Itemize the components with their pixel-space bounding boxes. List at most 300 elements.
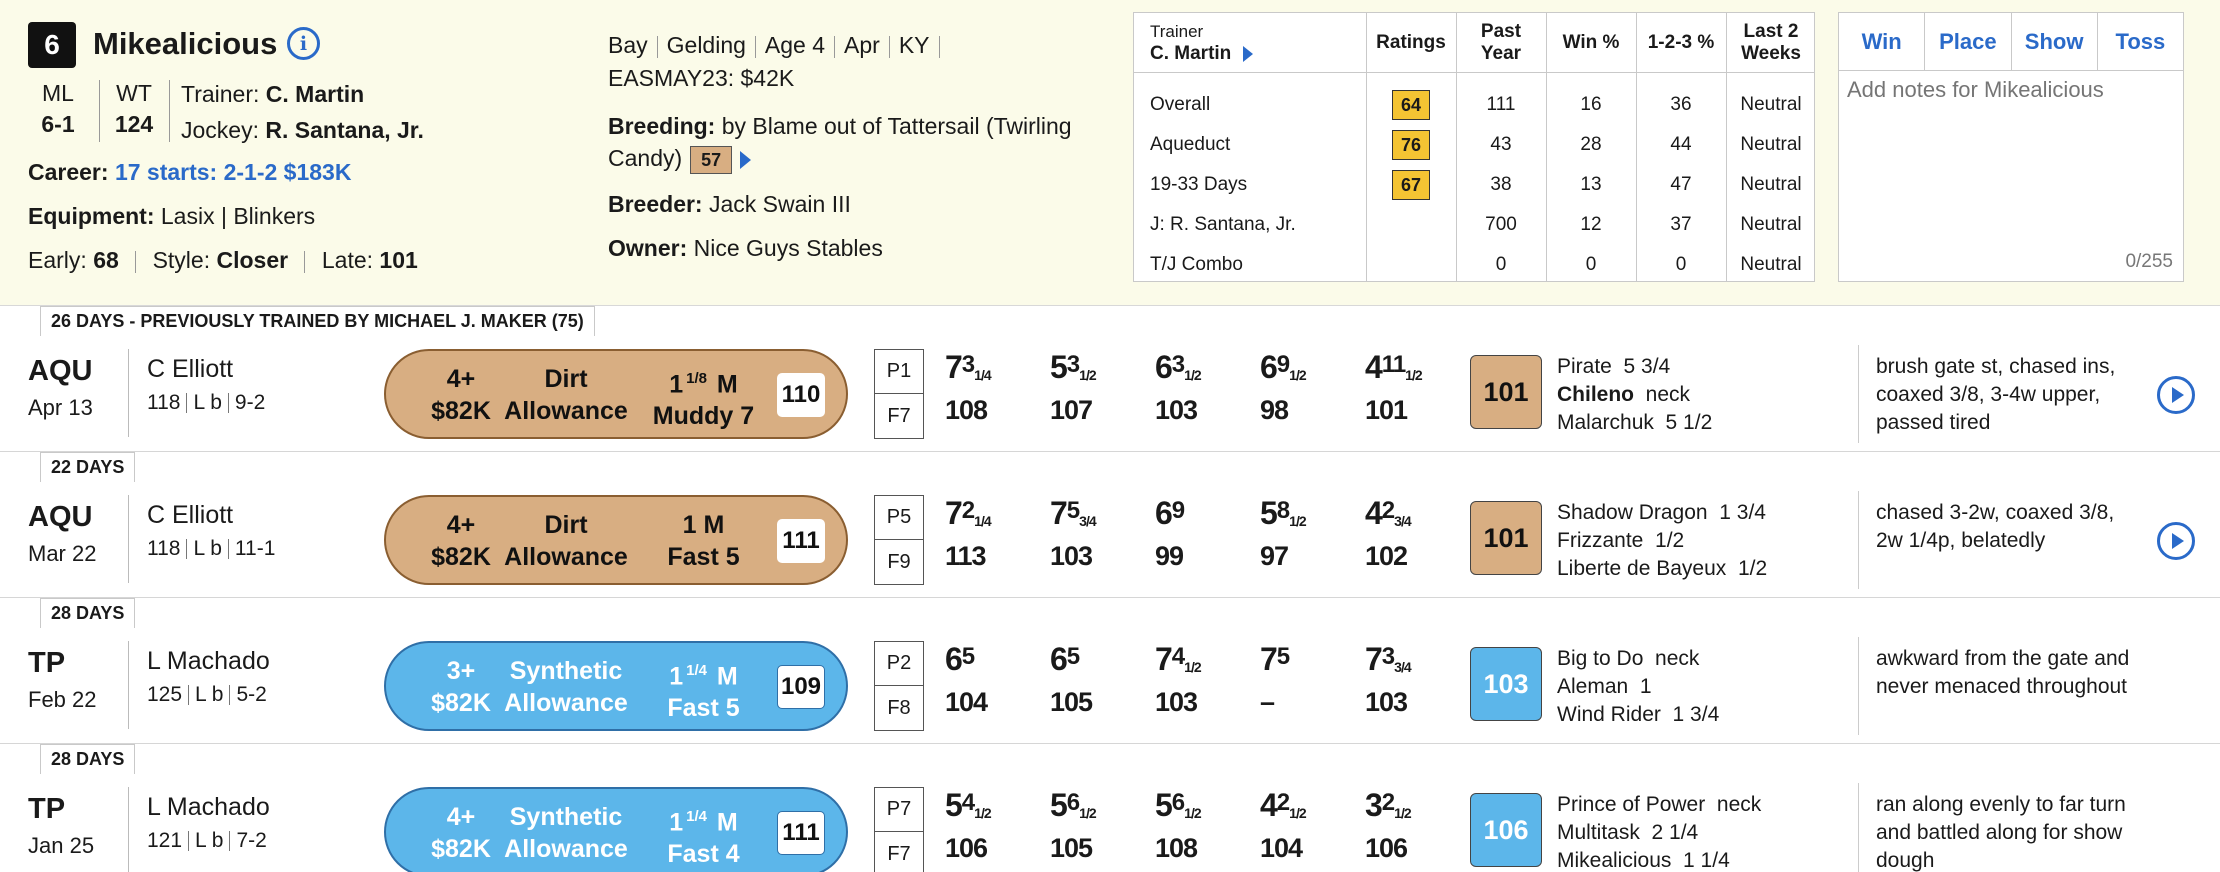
call-lengths: 9 — [1276, 351, 1290, 378]
days-since-label: 26 DAYS - PREVIOUSLY TRAINED BY MICHAEL J. MAKER (75) — [40, 306, 595, 336]
finisher-name: Multitask — [1557, 821, 1640, 844]
call-beyer: 99 — [1155, 541, 1184, 571]
race-class-pill[interactable] — [384, 787, 848, 872]
call-beyer: 108 — [945, 395, 988, 425]
style-label: Style: — [152, 247, 211, 273]
row-label: 19-33 Days — [1150, 174, 1248, 195]
call-fraction: 1/2 — [1079, 367, 1096, 383]
call-beyer: 103 — [1050, 541, 1093, 571]
breeder-line — [608, 188, 851, 220]
track-condition: Fast 5 — [667, 694, 740, 723]
top-finishers — [1557, 499, 1767, 583]
rating-cell — [1366, 245, 1456, 285]
call-beyer: 105 — [1050, 833, 1093, 863]
divider — [229, 685, 230, 705]
post-position: P7 — [875, 788, 923, 832]
race-type: Allowance — [504, 397, 628, 425]
call-fraction: 1/4 — [974, 367, 991, 383]
distance — [636, 509, 771, 541]
rating-badge: 64 — [1392, 90, 1430, 120]
race-jockey[interactable]: L Machado — [147, 793, 270, 821]
finisher — [1557, 499, 1767, 527]
morning-line — [28, 78, 88, 144]
call-fraction: 1/2 — [1289, 367, 1306, 383]
class-rating: 111 — [777, 519, 825, 563]
call-beyer: 103 — [1155, 395, 1198, 425]
field-size: F7 — [887, 842, 911, 865]
divider — [188, 831, 189, 851]
race-jockey[interactable]: C Elliott — [147, 355, 234, 383]
call-beyer: – — [1260, 687, 1275, 717]
distance-fraction: 1/8 — [686, 370, 707, 387]
table-cell: 0 — [1495, 254, 1507, 275]
info-icon[interactable]: i — [287, 27, 320, 60]
finisher-margin: neck — [1643, 647, 1700, 670]
call-fraction: 1/2 — [1184, 367, 1201, 383]
table-cell: 700 — [1485, 214, 1517, 235]
call-lengths: 4 — [1171, 643, 1185, 670]
call-pos: 6 — [1050, 641, 1067, 677]
call-pos: 5 — [945, 787, 962, 823]
trainer-header-name: C. Martin — [1150, 43, 1232, 64]
header-1-2-3-: 1-2-3 % — [1647, 32, 1715, 53]
table-cell: Neutral — [1740, 94, 1802, 115]
call-beyer: 105 — [1050, 687, 1093, 717]
call-lengths: 6 — [1066, 789, 1080, 816]
career-stats-link[interactable]: 17 starts: 2-1-2 $183K — [114, 159, 352, 185]
call-fraction: 1/2 — [1079, 805, 1096, 821]
call-pos: 7 — [945, 495, 962, 531]
surface-type — [496, 509, 636, 573]
call-beyer: 113 — [945, 541, 986, 571]
call-pos: 6 — [1155, 349, 1172, 385]
field-size: F8 — [887, 696, 911, 719]
race-type: Allowance — [504, 543, 628, 571]
finisher-name: Wind Rider — [1557, 703, 1661, 726]
career-label: Career: — [28, 159, 109, 185]
finisher-margin: 1/2 — [1643, 529, 1685, 552]
finisher — [1557, 701, 1719, 729]
distance-whole: 1 — [682, 511, 697, 539]
header-past-year: Past Year — [1480, 21, 1522, 64]
divider — [99, 80, 100, 142]
bet-buttons — [1839, 13, 2183, 71]
trainer-header[interactable] — [1150, 13, 1350, 73]
race-class-pill[interactable] — [384, 641, 848, 731]
call-beyer: 101 — [1365, 395, 1408, 425]
call-pos: 5 — [1050, 787, 1067, 823]
career-line — [28, 156, 351, 188]
post-position: P5 — [875, 496, 923, 540]
race-row — [0, 335, 2220, 452]
notes-char-count: 0/255 — [2125, 251, 2173, 272]
distance — [636, 801, 771, 838]
table-cell: 16 — [1580, 94, 1602, 115]
call-position — [945, 641, 1025, 685]
track-code: TP — [28, 647, 66, 679]
call-position — [1050, 495, 1130, 539]
rating-cell — [1366, 165, 1456, 205]
call-position — [1155, 641, 1235, 685]
weight — [104, 78, 164, 144]
notes-input[interactable] — [1847, 77, 2175, 245]
table-cell: 0 — [1675, 254, 1687, 275]
replay-play-icon[interactable] — [2157, 376, 2195, 414]
distance-unit: M — [709, 808, 738, 837]
row-label: J: R. Santana, Jr. — [1150, 214, 1296, 235]
purse: $82K — [431, 397, 491, 425]
bet-win-button[interactable]: Win — [1839, 13, 1925, 70]
equipment-label: Equipment: — [28, 203, 155, 229]
age-purse — [426, 801, 496, 865]
race-row — [0, 773, 2220, 872]
call-pos: 4 — [1365, 495, 1382, 531]
header-last-2-weeks: Last 2 Weeks — [1741, 21, 1801, 64]
call-lengths: 8 — [1276, 497, 1290, 524]
call-lengths: 5 — [1066, 643, 1080, 670]
late-value: 101 — [379, 247, 418, 273]
call-pos: 3 — [1365, 787, 1382, 823]
age-condition: 4+ — [446, 511, 476, 539]
race-class-pill[interactable] — [384, 495, 848, 585]
race-date: Jan 25 — [28, 833, 95, 858]
finisher-name: Big to Do — [1557, 647, 1644, 670]
race-meds: L b — [195, 829, 224, 852]
race-row — [0, 627, 2220, 744]
finisher — [1557, 645, 1719, 673]
finisher-margin: 2 1/4 — [1639, 821, 1699, 844]
race-odds: 7-2 — [236, 829, 267, 852]
call-lengths: 9 — [1171, 497, 1185, 524]
divider — [1858, 491, 1859, 589]
finisher-margin: neck — [1705, 793, 1762, 816]
divider — [1858, 345, 1859, 443]
trainer-line — [181, 78, 364, 110]
call-position — [1260, 349, 1340, 393]
field-size: F9 — [887, 550, 911, 573]
call-position — [1155, 495, 1235, 539]
divider — [228, 539, 229, 559]
trainer-stats-table — [1133, 12, 1815, 282]
call-pos: 6 — [945, 641, 962, 677]
table-cell: Neutral — [1740, 254, 1802, 275]
divider — [128, 495, 129, 583]
breeding-value: by Blame out of Tattersail (Twirling Candy) — [608, 113, 1072, 171]
expand-arrow-icon[interactable] — [740, 151, 751, 169]
header-ratings: Ratings — [1376, 32, 1446, 53]
race-jockey[interactable]: C Elliott — [147, 501, 234, 529]
call-position — [1260, 787, 1340, 831]
wt-label: WT — [116, 80, 152, 106]
divider — [169, 80, 170, 142]
call-lengths: 2 — [961, 497, 975, 524]
divider — [657, 36, 658, 58]
race-row — [0, 481, 2220, 598]
horse-attributes — [608, 29, 949, 61]
track-condition: Muddy 7 — [652, 402, 755, 431]
call-fraction: 3/4 — [1394, 513, 1411, 529]
table-cell: 47 — [1670, 174, 1692, 195]
call-pos: 4 — [1365, 349, 1382, 385]
table-cell: Neutral — [1740, 134, 1802, 155]
table-cell: 38 — [1490, 174, 1512, 195]
finisher-margin: neck — [1634, 383, 1691, 406]
divider — [128, 641, 129, 729]
track-code: AQU — [28, 355, 93, 387]
age-purse — [426, 655, 496, 719]
pace-line — [28, 244, 418, 276]
finisher — [1557, 819, 1761, 847]
race-date: Apr 13 — [28, 395, 93, 420]
race-weight: 118 — [147, 537, 181, 560]
race-class-pill[interactable] — [384, 349, 848, 439]
jockey-name[interactable]: R. Santana, Jr. — [265, 117, 424, 143]
post-field — [874, 641, 924, 731]
call-beyer: 106 — [1365, 833, 1408, 863]
foal-month: Apr — [844, 32, 880, 58]
call-lengths: 2 — [1381, 497, 1395, 524]
table-cell: Neutral — [1740, 214, 1802, 235]
call-fraction: 3/4 — [1079, 513, 1096, 529]
row-label: Aqueduct — [1150, 134, 1231, 155]
owner-value: Nice Guys Stables — [693, 235, 883, 261]
bet-show-button[interactable]: Show — [2012, 13, 2098, 70]
finisher-margin: 1 1/4 — [1671, 849, 1730, 872]
call-beyer: 102 — [1365, 541, 1408, 571]
call-pos: 7 — [1050, 495, 1067, 531]
table-cell: 44 — [1670, 134, 1692, 155]
divider — [228, 393, 229, 413]
race-comment: brush gate st, chased ins, coaxed 3/8, 3-4w upper, passed tired — [1876, 355, 2116, 434]
finisher — [1557, 673, 1719, 701]
rating-cell — [1366, 205, 1456, 245]
divider — [188, 685, 189, 705]
distance-unit: M — [696, 511, 725, 539]
call-pos: 5 — [1050, 349, 1067, 385]
class-rating: 111 — [777, 811, 825, 855]
bet-place-button[interactable]: Place — [1925, 13, 2011, 70]
call-lengths: 3 — [961, 351, 975, 378]
ml-label: ML — [42, 80, 74, 106]
divider — [834, 36, 835, 58]
age-condition: 3+ — [446, 657, 476, 685]
wt-value: 124 — [114, 111, 154, 137]
call-lengths: 5 — [1066, 497, 1080, 524]
program-number: 6 — [28, 22, 76, 68]
finisher-name: Pirate — [1557, 355, 1612, 378]
top-finishers — [1557, 791, 1761, 872]
divider — [755, 36, 756, 58]
finisher — [1557, 409, 1712, 437]
table-cell: 28 — [1580, 134, 1602, 155]
top-finishers — [1557, 645, 1719, 729]
finisher — [1557, 555, 1767, 583]
speed-figure: 101 — [1470, 355, 1542, 429]
horse-name[interactable]: Mikealicious — [93, 26, 278, 61]
divider — [1858, 783, 1859, 872]
early-label: Early: — [28, 247, 87, 273]
purse: $82K — [431, 543, 491, 571]
divider — [939, 36, 940, 58]
surface-type — [496, 363, 636, 427]
finisher — [1557, 381, 1712, 409]
call-lengths: 2 — [1381, 789, 1395, 816]
call-lengths: 2 — [1276, 789, 1290, 816]
call-pos: 5 — [1260, 495, 1277, 531]
track-code: TP — [28, 793, 66, 825]
race-meds: L b — [195, 683, 224, 706]
distance — [636, 363, 771, 400]
divider — [304, 251, 305, 273]
table-cell: 111 — [1486, 94, 1516, 115]
call-position — [1365, 349, 1445, 393]
race-meds: L b — [193, 391, 222, 414]
race-comment: awkward from the gate and never menaced throughout — [1876, 647, 2130, 698]
call-position — [1365, 495, 1445, 539]
divider — [229, 831, 230, 851]
call-pos: 7 — [1260, 641, 1277, 677]
finisher-margin: 1 — [1628, 675, 1652, 698]
call-beyer: 108 — [1155, 833, 1198, 863]
finisher-name: Mikealicious — [1557, 849, 1672, 872]
table-cell: 0 — [1585, 254, 1597, 275]
color: Bay — [608, 32, 648, 58]
expand-arrow-icon[interactable] — [1243, 46, 1253, 62]
speed-figure: 101 — [1470, 501, 1542, 575]
finisher-margin: 1/2 — [1726, 557, 1768, 580]
finisher-name: Frizzante — [1557, 529, 1644, 552]
ml-value: 6-1 — [41, 111, 75, 137]
rating-badge: 76 — [1392, 130, 1430, 160]
call-position — [945, 787, 1025, 831]
race-weight: 121 — [147, 829, 183, 852]
table-cell: 36 — [1670, 94, 1692, 115]
distance-condition — [636, 509, 771, 573]
surface: Synthetic — [509, 803, 623, 831]
breeder-label: Breeder: — [608, 191, 703, 217]
race-comment: chased 3-2w, coaxed 3/8, 2w 1/4p, belatedly — [1876, 501, 2115, 552]
finisher — [1557, 847, 1761, 872]
finisher-margin: 5 3/4 — [1611, 355, 1671, 378]
call-beyer: 97 — [1260, 541, 1289, 571]
call-fraction: 1/2 — [1184, 659, 1201, 675]
call-fraction: 1/2 — [1184, 805, 1201, 821]
call-beyer: 104 — [945, 687, 988, 717]
call-fraction: 1/2 — [1289, 805, 1306, 821]
field-size: F7 — [887, 404, 911, 427]
surface-type — [496, 655, 636, 719]
call-beyer: 98 — [1260, 395, 1289, 425]
finisher-name: Chileno — [1557, 383, 1634, 406]
row-label: Overall — [1150, 94, 1211, 115]
speed-figure: 103 — [1470, 647, 1542, 721]
post-field — [874, 349, 924, 439]
call-pos: 7 — [945, 349, 962, 385]
breeding-rating: 57 — [690, 146, 732, 174]
finisher-name: Malarchuk — [1557, 411, 1654, 434]
finisher-name: Aleman — [1557, 675, 1629, 698]
race-meds: L b — [193, 537, 222, 560]
equipment-line — [28, 200, 315, 232]
race-odds: 9-2 — [234, 391, 266, 414]
race-weight: 125 — [147, 683, 183, 706]
call-lengths: 4 — [961, 789, 975, 816]
call-fraction: 3/4 — [1394, 659, 1411, 675]
jockey-details — [147, 829, 267, 853]
notes-panel — [1838, 12, 2184, 282]
call-pos: 4 — [1260, 787, 1277, 823]
race-type: Allowance — [504, 835, 628, 863]
call-lengths: 11 — [1381, 351, 1406, 378]
post-position: P2 — [875, 642, 923, 686]
track-condition: Fast 4 — [667, 840, 740, 869]
sex: Gelding — [666, 32, 746, 58]
age-purse — [426, 363, 496, 427]
track-code: AQU — [28, 501, 93, 533]
divider — [1858, 637, 1859, 735]
race-jockey[interactable]: L Machado — [147, 647, 270, 675]
call-position — [1155, 787, 1235, 831]
speed-figure: 106 — [1470, 793, 1542, 867]
call-beyer: 107 — [1050, 395, 1093, 425]
distance-unit: M — [709, 370, 738, 399]
table-cell: 13 — [1580, 174, 1602, 195]
distance-condition — [636, 801, 771, 870]
distance — [636, 655, 771, 692]
style-value: Closer — [216, 247, 289, 273]
horse-header — [0, 0, 2220, 306]
surface: Dirt — [544, 511, 588, 539]
sale-price: EASMAY23: $42K — [608, 65, 795, 91]
surface-type — [496, 801, 636, 865]
call-position — [1260, 495, 1340, 539]
play-triangle — [2172, 387, 2184, 403]
call-lengths: 3 — [1381, 643, 1395, 670]
call-pos: 6 — [1155, 495, 1172, 531]
distance-whole: 1 — [669, 370, 684, 399]
play-triangle — [2172, 533, 2184, 549]
class-rating: 109 — [777, 665, 825, 709]
call-lengths: 3 — [1066, 351, 1080, 378]
race-odds: 5-2 — [236, 683, 267, 706]
rating-cell — [1366, 125, 1456, 165]
jockey-details — [147, 391, 265, 415]
table-cell: 37 — [1670, 214, 1692, 235]
bet-toss-button[interactable]: Toss — [2115, 28, 2166, 54]
call-beyer: 104 — [1260, 833, 1303, 863]
age-condition: 4+ — [446, 803, 476, 831]
divider — [186, 539, 187, 559]
surface: Dirt — [544, 365, 588, 393]
call-pos: 6 — [1260, 349, 1277, 385]
owner-label: Owner: — [608, 235, 688, 261]
replay-play-icon[interactable] — [2157, 522, 2195, 560]
jockey-line — [181, 114, 424, 146]
jockey-details — [147, 537, 275, 561]
call-fraction: 1/2 — [1289, 513, 1306, 529]
finisher-margin: 5 1/2 — [1653, 411, 1713, 434]
race-weight: 118 — [147, 391, 181, 414]
race-comment: ran along evenly to far turn and battled along for show dough — [1876, 793, 2126, 872]
distance-condition — [636, 655, 771, 724]
call-position — [1155, 349, 1235, 393]
call-position — [945, 349, 1025, 393]
call-fraction: 1/2 — [1394, 805, 1411, 821]
trainer-name[interactable]: C. Martin — [265, 81, 365, 107]
divider — [135, 251, 136, 273]
equipment-value: Lasix | Blinkers — [160, 203, 316, 229]
distance-whole: 1 — [669, 662, 684, 691]
